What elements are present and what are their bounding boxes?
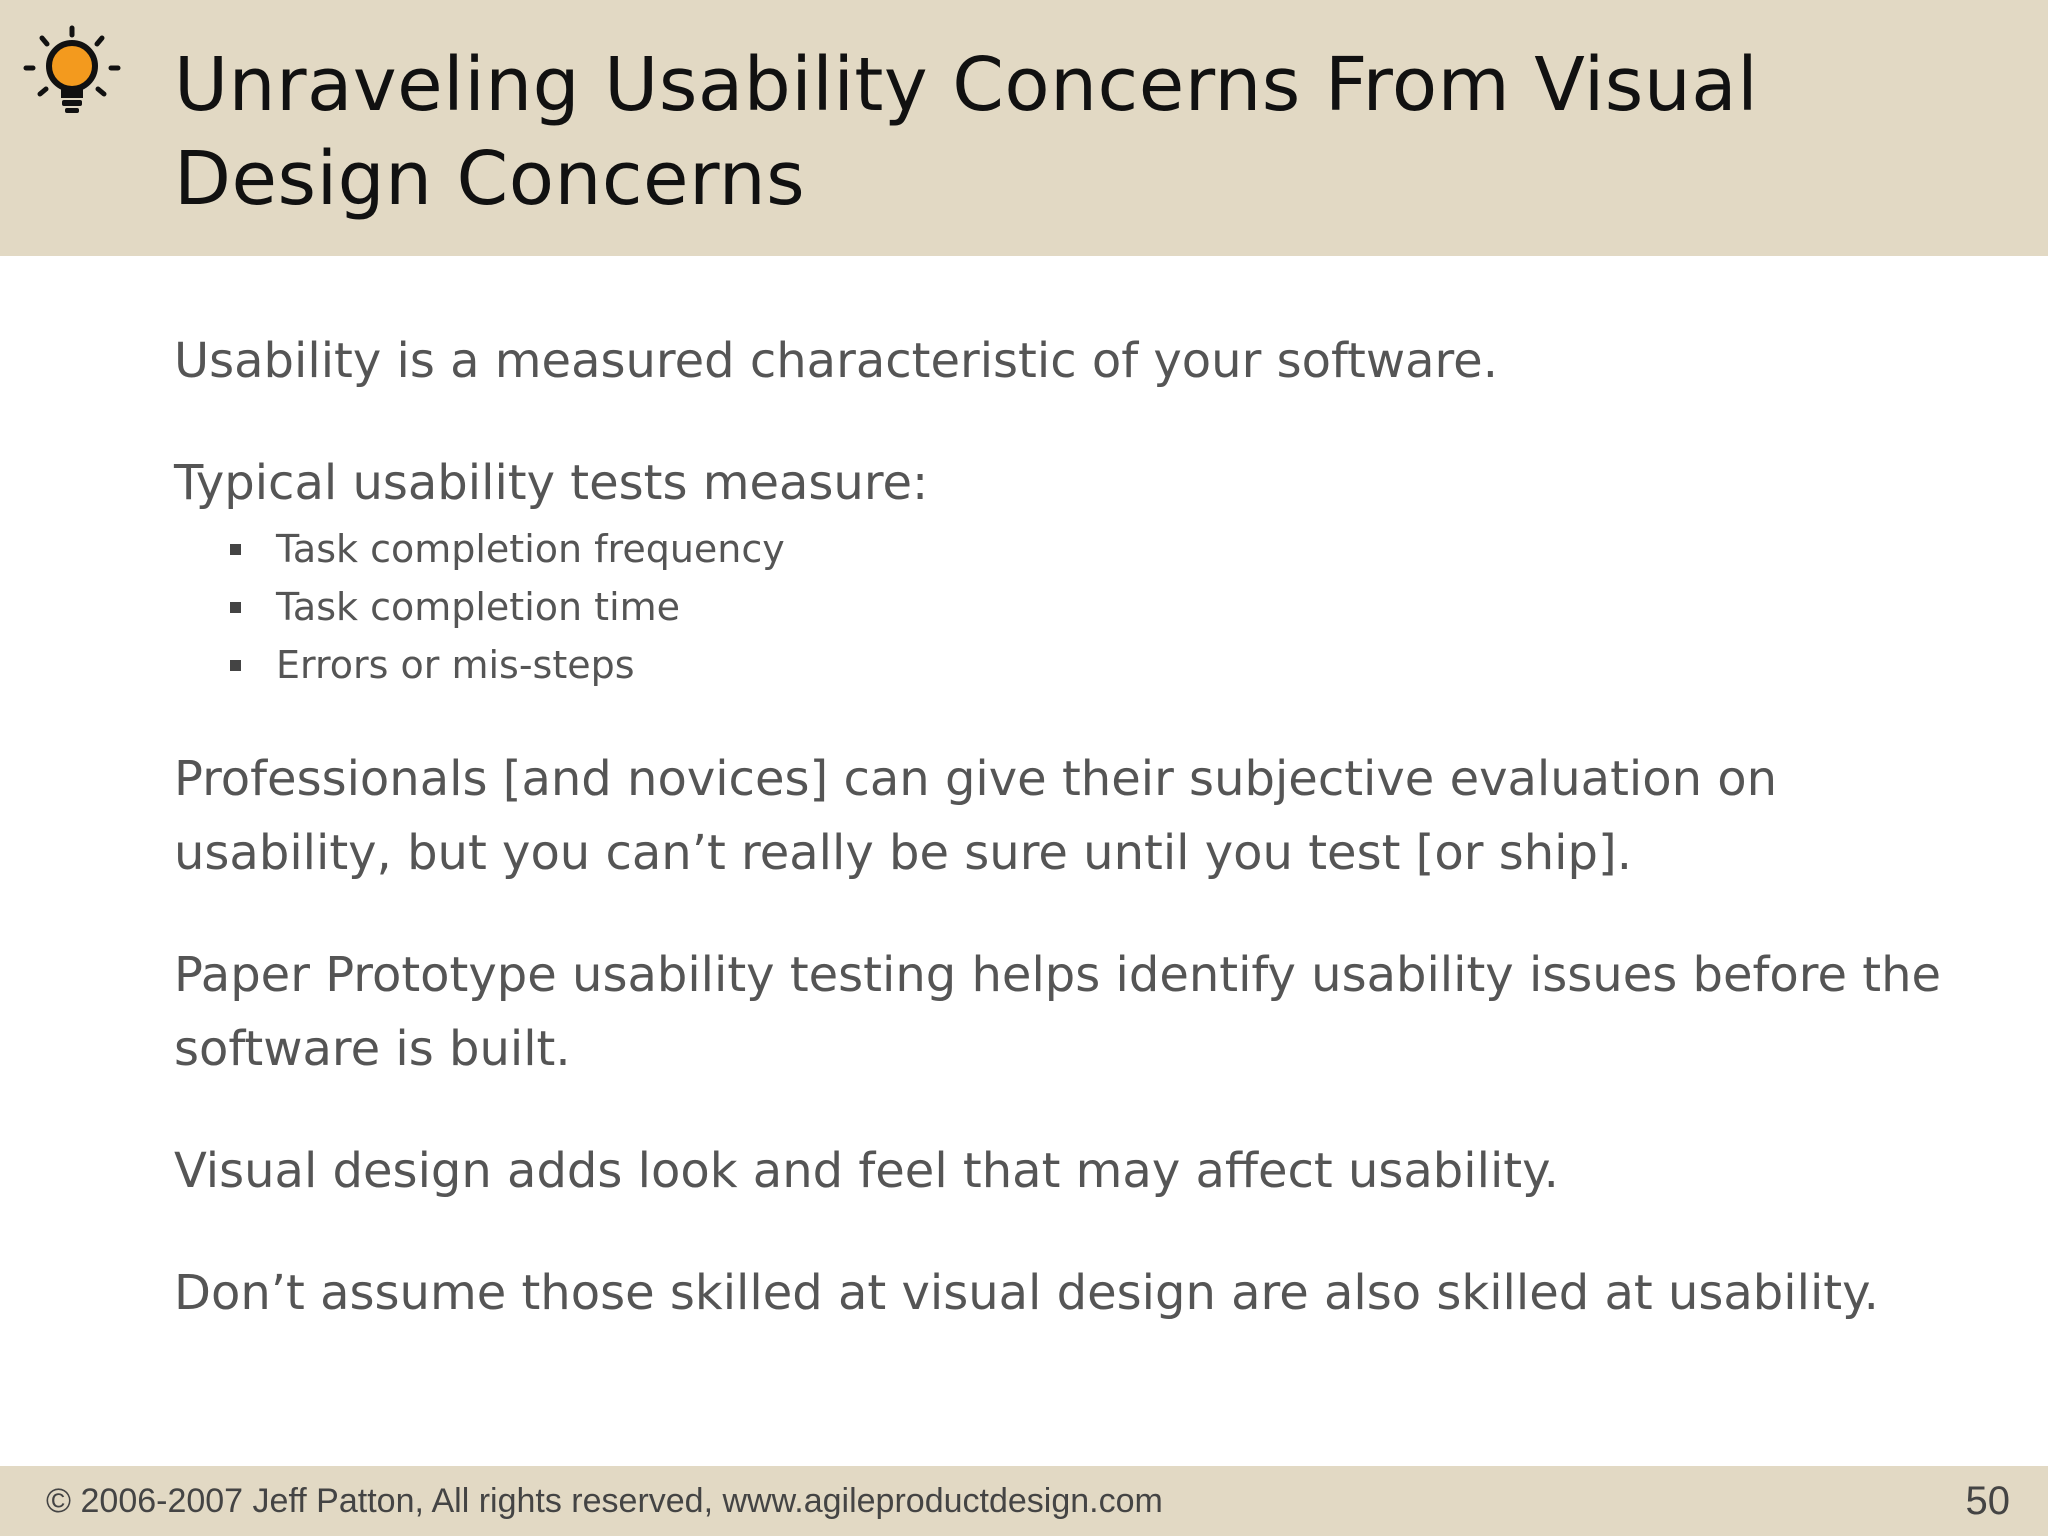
list-item-text: Task completion frequency [276,527,785,571]
list-item [174,578,1974,636]
lightbulb-icon [20,22,124,126]
copyright-text: © 2006-2007 Jeff Patton, All rights reserved, www.agileproductdesign.com [46,1482,1163,1520]
page-number: 50 [1965,1479,2010,1523]
paragraph-professionals: Professionals [and novices] can give their subjective evaluation on usability, but you can’t really be sure until you test [or ship]. [174,751,1778,881]
paragraph-tests-measure: Typical usability tests measure: [174,455,929,511]
page-title [174,38,1974,226]
title-line-1: Unraveling Usability Concerns From Visual [174,42,1759,128]
list-item [174,520,1974,578]
list-item-text: Errors or mis-steps [276,643,635,687]
paragraph-dont-assume: Don’t assume those skilled at visual design are also skilled at usability. [174,1265,1879,1321]
list-item-text: Task completion time [276,585,681,629]
bullet-square-icon [230,602,241,613]
slide-body [174,324,1974,1378]
paragraph-visual-design: Visual design adds look and feel that may affect usability. [174,1143,1559,1199]
bullet-square-icon [230,544,241,555]
bullet-list [174,520,1974,694]
bullet-square-icon [230,660,241,671]
title-line-2: Design Concerns [174,136,806,222]
footer-bar [0,1466,2048,1536]
list-item [174,636,1974,694]
title-bar [0,0,2048,256]
paragraph-paper-prototype: Paper Prototype usability testing helps identify usability issues before the software is built. [174,947,1942,1077]
paragraph-usability-measured: Usability is a measured characteristic of your software. [174,333,1498,389]
